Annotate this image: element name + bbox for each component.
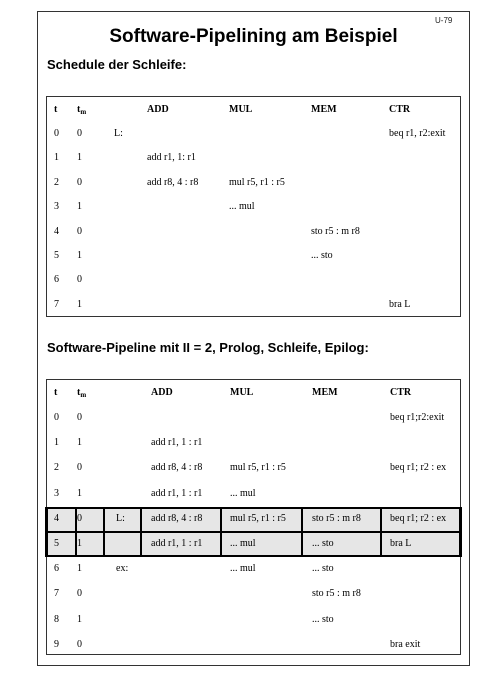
cell-mem: sto r5 : m r8	[312, 588, 361, 600]
cell-add: add r1, 1: r1	[147, 152, 196, 164]
cell-t: 8	[54, 613, 59, 625]
cell-t: 6	[54, 274, 59, 286]
table-header	[46, 98, 461, 122]
cell-t: 2	[54, 176, 59, 188]
cell-t: 5	[54, 250, 59, 261]
cell-mem: ... sto	[312, 563, 334, 575]
cell-mem: sto r5 : m r8	[311, 225, 360, 237]
cell-mul: ... mul	[230, 563, 256, 575]
cell-label: ex:	[116, 563, 129, 575]
table-row	[46, 532, 461, 556]
cell-tm: 1	[77, 437, 82, 449]
cell-label: L:	[116, 512, 125, 524]
cell-ctr: beq r1;r2:exit	[390, 412, 445, 423]
cell-t: 0	[54, 412, 59, 423]
table-row	[46, 431, 461, 455]
cell-tm: 1	[77, 298, 82, 310]
cell-add: add r8, 4 : r8	[151, 512, 203, 524]
cell-t: 2	[54, 462, 59, 474]
table-row	[46, 507, 461, 531]
cell-add: add r8, 4 : r8	[151, 462, 203, 474]
cell-t: 3	[54, 201, 59, 213]
table-row	[46, 220, 461, 244]
table-row	[46, 146, 461, 170]
cell-mul: ... mul	[230, 538, 256, 549]
table-row	[46, 582, 461, 606]
cell-mul: ... mul	[229, 201, 255, 213]
cell-tm: 1	[77, 487, 82, 499]
table-row	[46, 293, 461, 317]
cell-tm: 1	[77, 152, 82, 164]
cell-t: 6	[54, 563, 59, 575]
cell-mem: sto r5 : m r8	[312, 512, 361, 524]
table-row	[46, 633, 461, 657]
cell-label: L:	[114, 128, 123, 139]
cell-t: 7	[54, 588, 59, 600]
cell-tm: 0	[77, 225, 82, 237]
cell-t: 1	[54, 152, 59, 164]
col-header-mem: MEM	[312, 387, 338, 398]
cell-t: 3	[54, 487, 59, 499]
page-title: Software-Pipelining am Beispiel	[109, 26, 398, 47]
col-header-mul: MUL	[229, 104, 253, 115]
cell-tm: 1	[77, 563, 82, 575]
cell-tm: 0	[77, 128, 82, 139]
cell-tm: 0	[77, 588, 82, 600]
cell-tm: 1	[77, 613, 82, 625]
col-header-tm: $t_m$	[77, 104, 87, 116]
cell-ctr: bra L	[389, 298, 411, 310]
cell-tm: 0	[77, 512, 82, 524]
table-row	[46, 608, 461, 632]
cell-mul: mul r5, r1 : r5	[230, 462, 286, 474]
cell-tm: 0	[77, 462, 82, 474]
col-header-add: ADD	[151, 387, 173, 398]
table-row	[46, 482, 461, 506]
col-header-add: ADD	[147, 104, 169, 115]
cell-add: add r1, 1 : r1	[151, 437, 203, 449]
cell-t: 5	[54, 538, 59, 549]
cell-mem: ... sto	[312, 613, 334, 625]
cell-tm: 0	[77, 412, 82, 423]
table-row	[46, 171, 461, 195]
cell-ctr: bra L	[390, 538, 412, 549]
table-row	[46, 195, 461, 219]
cell-tm: 1	[77, 250, 82, 261]
cell-mul: mul r5, r1 : r5	[229, 176, 285, 188]
col-header-mem: MEM	[311, 104, 337, 115]
col-header-mul: MUL	[230, 387, 254, 398]
cell-add: add r1, 1 : r1	[151, 487, 203, 499]
col-header-t: t	[54, 387, 58, 398]
section-heading-schedule: Schedule der Schleife:	[47, 57, 187, 72]
cell-t: 7	[54, 298, 59, 310]
cell-add: add r1, 1 : r1	[151, 538, 203, 549]
table-row	[46, 557, 461, 581]
table-row	[46, 122, 461, 146]
cell-tm: 1	[77, 538, 82, 549]
cell-mem: ... sto	[311, 250, 333, 261]
page-id: U-79	[435, 16, 453, 25]
col-header-ctr: CTR	[390, 387, 412, 398]
cell-mul: ... mul	[230, 487, 256, 499]
section-heading-pipeline: Software-Pipeline mit II = 2, Prolog, Schleife, Epilog:	[47, 340, 369, 355]
table-row	[46, 244, 461, 268]
cell-mul: mul r5, r1 : r5	[230, 512, 286, 524]
cell-tm: 0	[77, 274, 82, 286]
cell-t: 9	[54, 638, 59, 650]
cell-t: 0	[54, 128, 59, 139]
cell-add: add r8, 4 : r8	[147, 176, 199, 188]
table-row	[46, 456, 461, 480]
cell-ctr: beq r1; r2 : ex	[390, 462, 447, 474]
cell-tm: 0	[77, 176, 82, 188]
col-header-tm: $t_m$	[77, 387, 87, 399]
cell-ctr: beq r1; r2 : ex	[390, 512, 447, 524]
table-row	[46, 406, 461, 430]
col-header-ctr: CTR	[389, 104, 411, 115]
cell-tm: 1	[77, 201, 82, 213]
cell-tm: 0	[77, 638, 82, 650]
table-header	[46, 381, 461, 405]
cell-t: 4	[54, 512, 59, 524]
cell-t: 1	[54, 437, 59, 449]
cell-mem: ... sto	[312, 538, 334, 549]
cell-ctr: bra exit	[390, 638, 421, 650]
col-header-t: t	[54, 104, 58, 115]
cell-t: 4	[54, 225, 59, 237]
cell-ctr: beq r1, r2:exit	[389, 128, 446, 139]
table-row	[46, 268, 461, 292]
